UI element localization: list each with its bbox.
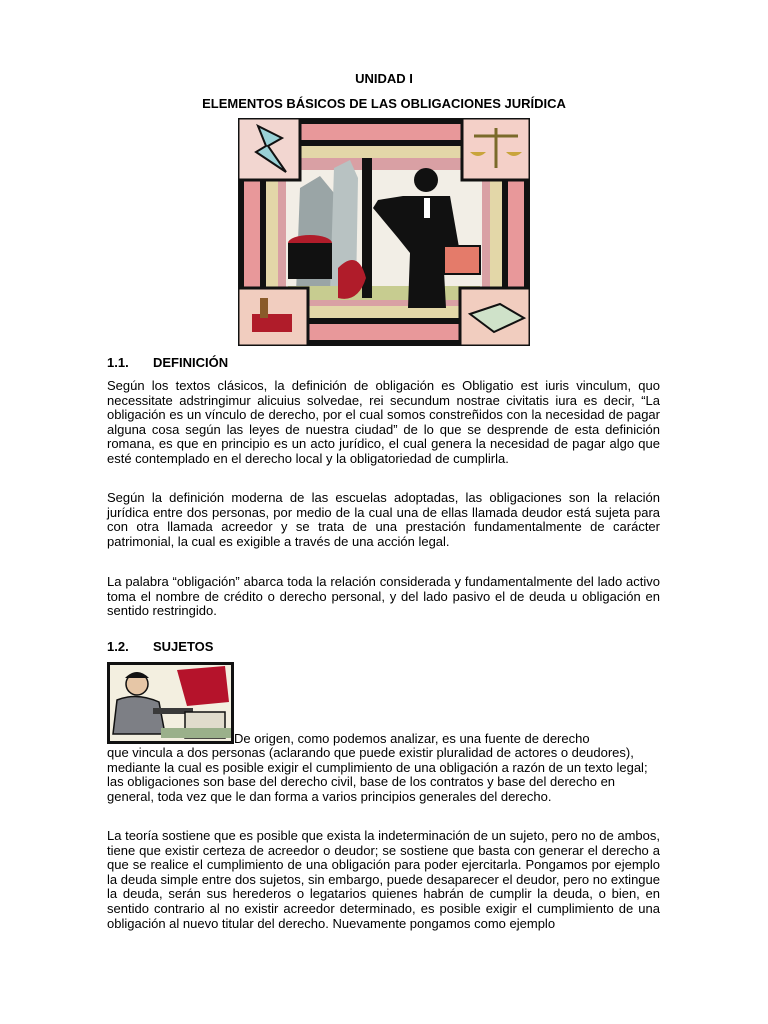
unit-heading: UNIDAD I — [355, 71, 413, 86]
paragraph: La teoría sostiene que es posible que exista la indeterminación de un sujeto, pero no de ambos, tiene que existir certeza de acreedor o deudor; se sostiene que basta con generar el derecho a que se realice el cumplimiento de una obligación para poder ejercitarla. Pongamos por ejemplo la deuda simple entre dos sujetos, sin embargo, puede desaparecer el deudor, pero no extingue la deuda, serán sus herederos o legatarios quienes habrán de cumplir la deuda, o bien, en sentido contrario al no existir acreedor determinado, es posible exigir el cumplimiento de una obligación al nuevo titular del derecho. Nuevamente pongamos como ejemplo — [107, 828, 660, 931]
paragraph: La palabra “obligación” abarca toda la relación considerada y fundamentalmente del lado activo toma el nombre de crédito o derecho personal, y del lado pasivo el de deuda u obligación en sentido restringido. — [107, 574, 660, 619]
section-number: 1.1. — [107, 355, 129, 370]
section-heading-sujetos — [107, 639, 213, 654]
document-title: ELEMENTOS BÁSICOS DE LAS OBLIGACIONES JURÍDICA — [202, 96, 566, 111]
wrapped-first-line: De origen, como podemos analizar, es una fuente de derecho — [234, 731, 590, 746]
justice-clipart-illustration — [238, 118, 530, 346]
section-heading-definicion — [107, 355, 228, 370]
paragraph: Según la definición moderna de las escuelas adoptadas, las obligaciones son la relación jurídica entre dos personas, por medio de la cual una de ellas llamada deudor está sujeta para con otra llamada acreedor y se trata de una prestación fundamentalmente de carácter patrimonial, la cual es exigible a través de una acción legal. — [107, 490, 660, 549]
paragraph: Según los textos clásicos, la definición de obligación es Obligatio est iuris vinculum, quo necessitate adstringimur alicuius solvedae, rei secundum nostrae civitatis iura es decir, “La obligación es un vínculo de derecho, por el cual somos constreñidos con la necesidad de pagar alguna cosa según las leyes de nuestra ciudad” de lo que se desprende de esta definición romana, es que en principio es un acto jurídico, el cual genera la necesidad de pagar algo que esté contemplado en el derecho local y la obligatoriedad de cumplirla. — [107, 378, 660, 466]
office-worker-clipart-illustration — [107, 662, 234, 744]
section-title: DEFINICIÓN — [153, 355, 229, 370]
section-number: 1.2. — [107, 639, 129, 654]
section-title: SUJETOS — [153, 639, 214, 654]
paragraph: que vincula a dos personas (aclarando que puede existir pluralidad de actores o deudores), mediante la cual es posible exigir el cumplimiento de una obligación a razón de un texto legal; las obligaciones son base del derecho civil, base de los contratos y base del derecho en general, toda vez que le dan forma a varios principios generales del derecho. — [107, 745, 648, 804]
